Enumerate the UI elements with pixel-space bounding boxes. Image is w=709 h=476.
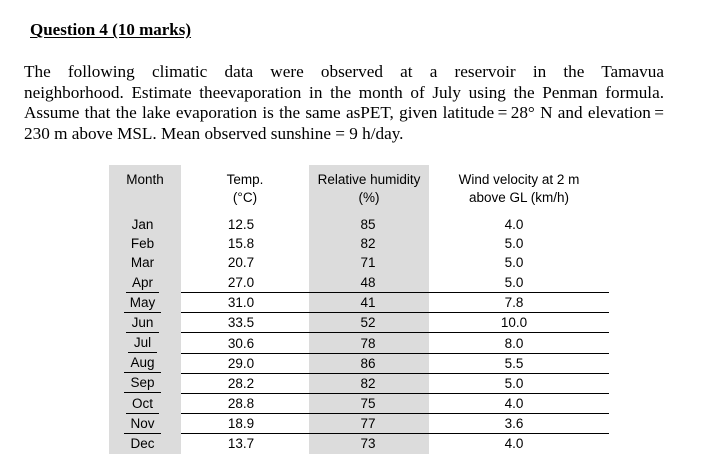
- cell-rh: 48: [309, 273, 429, 293]
- header-temp: Temp. (°C): [181, 165, 309, 215]
- cell-month: Mar: [109, 253, 181, 272]
- table-row: [109, 273, 609, 293]
- cell-temp: 31.0: [181, 293, 309, 313]
- climate-data-table: [109, 165, 609, 454]
- table-row: [109, 215, 609, 234]
- cell-month: May: [109, 293, 181, 313]
- cell-temp: 15.8: [181, 234, 309, 253]
- cell-month: Nov: [109, 414, 181, 434]
- cell-rh: 73: [309, 434, 429, 454]
- question-line: Assume that the lake evaporation is the same asPET, given latitude = 28° N and elevation =: [24, 103, 664, 122]
- table-row: [109, 394, 609, 414]
- cell-rh: 82: [309, 373, 429, 393]
- table-row: [109, 373, 609, 393]
- cell-wind: 7.8: [429, 293, 609, 313]
- cell-month: Sep: [109, 373, 181, 393]
- cell-wind: 8.0: [429, 333, 609, 353]
- cell-temp: 12.5: [181, 215, 309, 234]
- cell-temp: 27.0: [181, 273, 309, 293]
- cell-temp: 28.8: [181, 394, 309, 414]
- table-row: [109, 434, 609, 454]
- table-row: [109, 414, 609, 434]
- question-line: neighborhood. Estimate theevaporation in the month of July using the Penman formula.: [24, 82, 664, 102]
- cell-month: Apr: [109, 273, 181, 293]
- table-row: [109, 313, 609, 333]
- cell-rh: 77: [309, 414, 429, 434]
- cell-temp: 28.2: [181, 373, 309, 393]
- cell-wind: 5.0: [429, 253, 609, 272]
- cell-wind: 5.0: [429, 234, 609, 253]
- table-row: [109, 253, 609, 272]
- cell-rh: 71: [309, 253, 429, 272]
- cell-wind: 3.6: [429, 414, 609, 434]
- question-line: 230 m above MSL. Mean observed sunshine = 9 h/day.: [24, 123, 404, 143]
- question-heading: Question 4 (10 marks): [30, 20, 192, 39]
- cell-rh: 52: [309, 313, 429, 333]
- cell-month: Oct: [109, 394, 181, 414]
- table-header-row: [109, 165, 609, 215]
- header-wind-velocity: Wind velocity at 2 m above GL (km/h): [429, 165, 609, 215]
- cell-month: Dec: [109, 434, 181, 454]
- cell-temp: 33.5: [181, 313, 309, 333]
- cell-rh: 85: [309, 215, 429, 234]
- cell-wind: 4.0: [429, 434, 609, 454]
- header-relative-humidity: Relative humidity (%): [309, 165, 429, 215]
- cell-temp: 30.6: [181, 333, 309, 353]
- table-row: [109, 234, 609, 253]
- cell-wind: 5.5: [429, 353, 609, 373]
- cell-wind: 10.0: [429, 313, 609, 333]
- cell-temp: 18.9: [181, 414, 309, 434]
- cell-month: Jul: [109, 333, 181, 353]
- cell-month: Jan: [109, 215, 181, 234]
- table-row: [109, 333, 609, 353]
- table-row: [109, 353, 609, 373]
- header-month: Month: [109, 165, 181, 215]
- cell-month: Aug: [109, 353, 181, 373]
- cell-rh: 86: [309, 353, 429, 373]
- cell-temp: 20.7: [181, 253, 309, 272]
- cell-wind: 5.0: [429, 273, 609, 293]
- question-text: [24, 62, 664, 144]
- cell-temp: 29.0: [181, 353, 309, 373]
- cell-wind: 4.0: [429, 394, 609, 414]
- cell-rh: 78: [309, 333, 429, 353]
- cell-rh: 41: [309, 293, 429, 313]
- cell-wind: 4.0: [429, 215, 609, 234]
- table-row: [109, 293, 609, 313]
- cell-rh: 75: [309, 394, 429, 414]
- question-line: The following climatic data were observed at a reservoir in the Tamavua: [24, 62, 664, 81]
- cell-temp: 13.7: [181, 434, 309, 454]
- cell-month: Feb: [109, 234, 181, 253]
- cell-wind: 5.0: [429, 373, 609, 393]
- cell-rh: 82: [309, 234, 429, 253]
- cell-month: Jun: [109, 313, 181, 333]
